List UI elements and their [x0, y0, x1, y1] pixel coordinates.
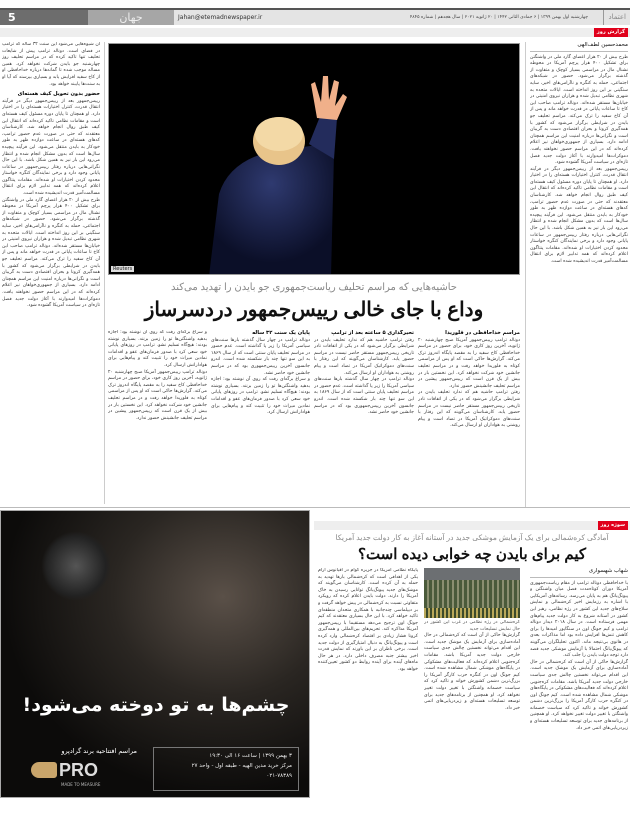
gradpro-logo: [31, 761, 98, 779]
left-intro: آن شیوه‌هایی می‌شود این سنت ۳۲ ساله که ترامپ در فضای است. دونالد ترامپ پیش از شایعات تحلیف تنها تاکید کرده که در مراسم تحلیف روز چهارشنبه جو بایدن شرکت نخواهد کرد. همین مساله موجب شده تا گمانه‌ها درباره خداحافظی او از کاخ سفید افزایش یابد و بسیاری بپرسند که آیا او به سنت‌ها پایبند خواهد بود.: [2, 42, 100, 87]
ad-event: مراسم افتتاحیه برند گرادپرو: [61, 747, 137, 755]
ad-details-box: [153, 747, 299, 791]
left-subhead: حضور بدون تحویل کیف هسته‌ای: [17, 91, 100, 98]
ad-phone[interactable]: ۰۲۱-۷۸۳۸۹: [266, 773, 292, 779]
ad-slogan: چشم‌ها به تو دوخته می‌شود!: [22, 694, 290, 716]
report-right-column: [530, 42, 628, 507]
story2-right-column: [530, 568, 628, 808]
report-column-2: [314, 330, 414, 505]
report-column-4: [108, 330, 207, 505]
brand-name: PRO: [59, 760, 99, 780]
column-text: و سراغ برگه‌ای رفت که روی آن نوشته بود: اجازه بدهید واشنگتن‌ها تو را زمین بزنند. بسیاری نوشته بودند: هیچ‌گاه تسلیم نشو. ترامپ در روزهای پایانی خود سعی کرد با صدور فرمان‌های عفو و اقدامات نمادین میراث خود را تثبیت کند و پیام‌هایی برای هوادارانش ارسال کرد.: [108, 330, 207, 368]
page-header: [0, 8, 630, 25]
section-email[interactable]: Jahan@etemadnewspaper.ir: [178, 14, 263, 21]
column-text-cont: و سراغ برگه‌ای رفت که روی آن نوشته بود: اجازه بدهید واشنگتن‌ها تو را زمین بزنند. بسیاری نوشته بودند: هیچ‌گاه تسلیم نشو. ترامپ در روزهای پایانی خود سعی کرد با صدور فرمان‌های عفو و اقدامات نمادین میراث خود را تثبیت کند و پیام‌هایی برای هوادارانش ارسال کرد.: [211, 377, 310, 416]
column-text: دونالد ترامپ رییس‌جمهور آمریکا صبح چهارشنبه ۲۰ ژانویه، آخرین روز کاری خود، برای حضور در مراسم خداحافظی کاخ سفید را به مقصد پایگاه اندروز ترک می‌کند. گزارش‌ها حاکی است که او پس از مراسمی کوتاه به فلوریدا خواهد رفت و در مراسم تحلیف جانشین خود شرکت نخواهد کرد. این نخستین بار در بیش از یک قرن است که رییس‌جمهور پیشین در مراسم تحلیف جانشینش حضور ندارد.: [418, 337, 520, 389]
military-parade-photo: [424, 568, 520, 618]
column-text-cont: رفتن ترامپ حاشیه هم که ندارد تحلیف بایدن در شرایطی برگزار می‌شود که در یکی از اتفاقات نادر تاریخی رییس‌جمهور مستقر حاضر نیست در مراسم حضور یابد. کارشناسان می‌گویند که این رفتار با سنت‌های دموکراتیک آمریکا در تضاد است و پیام روشنی به هواداران او ارسال می‌کند.: [418, 390, 520, 429]
story2-right-text: با خداحافظی دونالد ترامپ از مقام ریاست‌جمهوری آمریکا دوران کوتاه‌مدت فصل میان واشنگتن و پیونگ‌یانگ هم به پایان می‌رسد. رسانه‌های آمریکایی با اشاره به رزمایش اخیر کره‌شمالی و نمایش سلاح‌های جدید این کشور در رژه نظامی، رهبر این کشور در آستانه شروع به کار دولت جدید پیام‌های مهمی فرستاده است. در سال ۲۰۱۸ دیدار دونالد ترامپ و کیم جونگ اون در سنگاپور امیدها را برای کاهش تنش‌ها افزایش داده بود اما مذاکرات بعدی در هانوی بی‌نتیجه ماند. اکنون تحلیلگران می‌گویند که پیونگ‌یانگ احتمالا با آزمایش موشکی جدید قصد دارد توجه دولت بایدن را جلب کند.: [530, 580, 628, 659]
photo-credit: Reuters: [113, 266, 133, 272]
button-graphic: [41, 531, 111, 601]
story2-middle-column: [424, 620, 520, 808]
ad-address: مرکز خرید مدین الهیه - طبقه اول - واحد ۲۷: [191, 763, 292, 769]
report-column-1: [418, 330, 520, 505]
story2-headline: کیم برای بایدن چه خوابی دیده است؟: [357, 546, 587, 563]
left-text: رییس‌جمهور بعد از رییس‌جمهور دیگر در فرآیند انتقال قدرت، کنترل اختیارات هسته‌ای را در اختیار دارد. او همچنان تا پایان دوره مسئول کیف هسته‌ای است و مقامات نظامی تاکید کرده‌اند که انتقال این کیف طبق روال انجام خواهد شد. کارشناسان معتقدند که حتی در صورت عدم حضور ترامپ، کدهای هسته‌ای در ساعت دوازده ظهر به طور خودکار به بایدن منتقل می‌شود. این فرآیند پیچیده سال‌ها است که بدون مشکل انجام شده و انتظار می‌رود این بار نیز به همین شکل باشد. با این حال نگرانی‌هایی درباره رفتار رییس‌جمهور در ساعات پایانی وجود دارد و برخی نمایندگان کنگره خواستار محدود کردن اختیارات او شده‌اند. مقامات پنتاگون اعلام کرده‌اند که همه تدابیر لازم برای انتقال مسالمت‌آمیز قدرت اندیشیده شده است.: [2, 98, 100, 197]
photo-caption: کره‌شمالی در رژه نظامی در غرب این کشور در حال نمایش تسلیحات جدید: [424, 620, 520, 632]
left-column: [2, 42, 100, 504]
column-title: پایان یک سنت ۳۲ ساله: [252, 330, 310, 336]
divider: [0, 507, 630, 508]
story2-left-text: پایگاه نظامی آمریکا در جزیره گوام در اقیانوس آرام یکی از اهدافی است که کره‌شمالی بارها تهدید به حمله به آن کرده است. کارشناسان می‌گویند که موشک‌های جدید پیونگ‌یانگ توانایی رسیدن به خاک آمریکا را دارند. دولت بایدن اعلام کرده که رویکرد متفاوتی نسبت به کره‌شمالی در پیش خواهد گرفت و بر دیپلماسی چندجانبه با همکاری متحدان منطقه‌ای تاکید خواهد کرد. با این حال بسیاری معتقدند که کیم جونگ اون ترجیح می‌دهد مستقیما با رییس‌جمهور آمریکا مذاکره کند. تحریم‌های بین‌المللی و همه‌گیری کرونا فشار زیادی بر اقتصاد کره‌شمالی وارد کرده است و پیونگ‌یانگ به دنبال امتیازگیری از دولت جدید است. برخی ناظران بر این باورند که نمایش قدرت اخیر بیشتر جنبه مصرف داخلی دارد. در هر حال ماه‌های آینده برای آینده روابط دو کشور تعیین‌کننده خواهد بود.: [318, 568, 418, 672]
story2-kicker: آمادگی کره‌شمالی برای یک آزمایش موشکی جدید در آستانه آغاز به کار دولت جدید آمریکا: [335, 533, 609, 542]
divider: [104, 42, 105, 504]
logo-mark-icon: [31, 762, 57, 778]
report-byline: محمدحسین لطف‌الهی: [530, 42, 628, 52]
report-column-3: [211, 330, 310, 505]
divider: [525, 42, 526, 507]
column-text: دونالد ترامپ در چهار سال گذشته بارها سنت‌های سیاسی آمریکا را زیر پا گذاشته است. عدم حضور در مراسم تحلیف پایان سنتی است که از سال ۱۸۶۹ به این سو تنها چند بار شکسته شده است. اندرو جانسون آخرین رییس‌جمهوری بود که در مراسم جانشین خود حاضر نشد.: [211, 337, 310, 376]
column-text: رفتن ترامپ حاشیه هم که ندارد تحلیف بایدن در شرایطی برگزار می‌شود که در یکی از اتفاقات نادر تاریخی رییس‌جمهور مستقر حاضر نیست در مراسم حضور یابد. کارشناسان می‌گویند که این رفتار با سنت‌های دموکراتیک آمریکا در تضاد است و پیام روشنی به هواداران او ارسال می‌کند.: [314, 337, 414, 376]
main-photo: [108, 43, 520, 275]
waving-figure-image: [109, 44, 520, 275]
issue-date: چهارشنبه اول بهمن ۱۳۹۹ | ۶ جمادی الثانی ۱۴۴۲ | ۲۰ ژانویه ۲۰۲۱ | سال هجدهم | شماره ۴۸۴۵: [409, 15, 588, 20]
page-number: 5: [0, 10, 88, 25]
report-right-text: طرح بیش از ۲۰ هزار اعضای گارد ملی در واشنگتن برای تشکیل ۴۰۰ هزار پرچم آمریکا در محوطه نشنال مال در مراسمی بسیار کوچک و متفاوت از گذشته برگزار می‌شود. حضور در شبکه‌های اجتماعی، حمله به کنگره و ناآرامی‌های اخیر، سایه سنگینی بر این روز انداخته است. ایالات متحده به شهری نظامی تبدیل شده و هزاران نیروی امنیتی در خیابان‌ها مستقر شده‌اند. دونالد ترامپ صاحب این کاخ تا ساعات پایانی در قدرت خواهد ماند و پس از آن کاخ سفید را ترک می‌کند. مراسم تحلیف جو بایدن در شرایطی برگزار می‌شود که کشور با همه‌گیری کرونا و بحران اقتصادی دست به گریبان است و نگرانی‌ها درباره امنیت این مراسم همچنان ادامه دارد. بسیاری از جمهوری‌خواهان نیز اعلام کرده‌اند که در این مراسم حضور نخواهند یافت. دموکرات‌ها امیدوارند با آغاز دولت جدید فصل تازه‌ای در سیاست آمریکا گشوده شود.: [530, 54, 628, 166]
left-text-cont: طرح بیش از ۲۰ هزار اعضای گارد ملی در واشنگتن برای تشکیل ۴۰۰ هزار پرچم آمریکا در محوطه نشنال مال در مراسمی بسیار کوچک و متفاوت از گذشته برگزار می‌شود. حضور در شبکه‌های اجتماعی، حمله به کنگره و ناآرامی‌های اخیر، سایه سنگینی بر این روز انداخته است. ایالات متحده به شهری نظامی تبدیل شده و هزاران نیروی امنیتی در خیابان‌ها مستقر شده‌اند. دونالد ترامپ صاحب این کاخ تا ساعات پایانی در قدرت خواهد ماند و پس از آن کاخ سفید را ترک می‌کند. مراسم تحلیف جو بایدن در شرایطی برگزار می‌شود که کشور با همه‌گیری کرونا و بحران اقتصادی دست به گریبان است و نگرانی‌ها درباره امنیت این مراسم همچنان ادامه دارد. بسیاری از جمهوری‌خواهان نیز اعلام کرده‌اند که در این مراسم حضور نخواهند یافت. دموکرات‌ها امیدوارند با آغاز دولت جدید فصل تازه‌ای در سیاست آمریکا گشوده شود.: [2, 197, 100, 309]
report-right-text-cont: رییس‌جمهور بعد از رییس‌جمهور دیگر در فرآیند انتقال قدرت، کنترل اختیارات هسته‌ای را در اختیار دارد. او همچنان تا پایان دوره مسئول کیف هسته‌ای است و مقامات نظامی تاکید کرده‌اند که انتقال این کیف طبق روال انجام خواهد شد. کارشناسان معتقدند که حتی در صورت عدم حضور ترامپ، کدهای هسته‌ای در ساعت دوازده ظهر به طور خودکار به بایدن منتقل می‌شود. این فرآیند پیچیده سال‌ها است که بدون مشکل انجام شده و انتظار می‌رود این بار نیز به همین شکل باشد. با این حال نگرانی‌هایی درباره رفتار رییس‌جمهور در ساعات پایانی وجود دارد و برخی نمایندگان کنگره خواستار محدود کردن اختیارات او شده‌اند. مقامات پنتاگون اعلام کرده‌اند که همه تدابیر لازم برای انتقال مسالمت‌آمیز قدرت اندیشیده شده است.: [530, 166, 628, 264]
report-headline: وداع با جای خالی رییس‌جمهور دردسرساز: [144, 299, 484, 321]
story2-left-column: [318, 568, 418, 808]
brand-tagline: MADE TO MEASURE: [61, 782, 101, 787]
section-strip: [0, 28, 630, 37]
ad-date-time: ۳ بهمن ۱۳۹۹ | ساعت ۱۶ الی ۱۹:۳۰: [209, 753, 292, 759]
section-title: جهان: [88, 10, 174, 25]
newspaper-logo: اعتماد: [603, 10, 626, 25]
report-label: گزارش روز: [594, 28, 628, 37]
story2-byline: شهاب شهسواری: [530, 568, 628, 578]
column-text-cont: دونالد ترامپ در چهار سال گذشته بارها سنت‌های سیاسی آمریکا را زیر پا گذاشته است. عدم حضور در مراسم تحلیف پایان سنتی است که از سال ۱۸۶۹ به این سو تنها چند بار شکسته شده است. اندرو جانسون آخرین رییس‌جمهوری بود که در مراسم جانشین خود حاضر نشد.: [314, 377, 414, 416]
column-title: مراسم خداحافظی در فلوریدا: [445, 330, 520, 336]
story2-right-text-cont: گزارش‌ها حاکی از آن است که کره‌شمالی در حال آماده‌سازی برای آزمایش یک موشک جدید است. این اقدام می‌تواند نخستین چالش جدی سیاست خارجی دولت جدید آمریکا باشد. مقامات کره‌جنوبی اعلام کرده‌اند که فعالیت‌های مشکوکی در پایگاه‌های موشکی شمال مشاهده شده است. کیم جونگ اون در کنگره حزب کارگر آمریکا را بزرگ‌ترین دشمن کشورش خواند و تاکید کرد که سیاست خصمانه واشنگتن با تغییر دولت تغییر نخواهد کرد. او همچنین از برنامه‌های جدید برای توسعه تسلیحات هسته‌ای و زیردریایی‌های اتمی خبر داد.: [530, 659, 628, 731]
column-text-cont: دونالد ترامپ رییس‌جمهور آمریکا صبح چهارشنبه ۲۰ ژانویه، آخرین روز کاری خود، برای حضور در مراسم خداحافظی کاخ سفید را به مقصد پایگاه اندروز ترک می‌کند. گزارش‌ها حاکی است که او پس از مراسمی کوتاه به فلوریدا خواهد رفت و در مراسم تحلیف جانشین خود شرکت نخواهد کرد. این نخستین بار در بیش از یک قرن است که رییس‌جمهور پیشین در مراسم تحلیف جانشینش حضور ندارد.: [108, 369, 207, 421]
story2-middle-text: گزارش‌ها حاکی از آن است که کره‌شمالی در حال آماده‌سازی برای آزمایش یک موشک جدید است. این اقدام می‌تواند نخستین چالش جدی سیاست خارجی دولت جدید آمریکا باشد. مقامات کره‌جنوبی اعلام کرده‌اند که فعالیت‌های مشکوکی در پایگاه‌های موشکی شمال مشاهده شده است. کیم جونگ اون در کنگره حزب کارگر آمریکا را بزرگ‌ترین دشمن کشورش خواند و تاکید کرد که سیاست خصمانه واشنگتن با تغییر دولت تغییر نخواهد کرد. او همچنین از برنامه‌های جدید برای توسعه تسلیحات هسته‌ای و زیردریایی‌های اتمی خبر داد.: [424, 633, 520, 711]
column-title: تحیرگذاری ۵ ساعته بعد از ترامپ: [331, 330, 414, 336]
story2-label: سوژه روز: [598, 521, 629, 530]
report-kicker: حاشیه‌هایی که مراسم تحلیف ریاست‌جمهوری جو بایدن را تهدید می‌کند: [171, 282, 457, 293]
story2-strip: [314, 521, 630, 530]
gradpro-advertisement[interactable]: [0, 510, 310, 798]
